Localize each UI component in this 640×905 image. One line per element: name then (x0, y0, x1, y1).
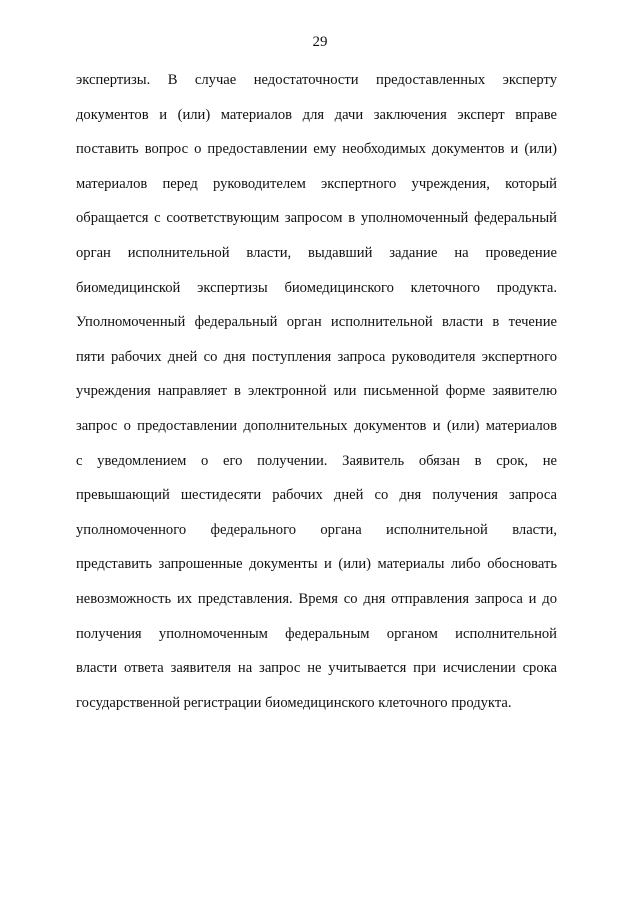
text-line: экспертизы. В случае недостаточности предоставленных эксперту (76, 72, 557, 88)
text-line: уполномоченного федерального органа исполнительной власти, (76, 521, 557, 538)
page-number: 29 (312, 34, 328, 50)
text-line: Уполномоченный федеральный орган исполнительной власти в течение (76, 314, 557, 331)
text-line: представить запрошенные документы и (или) материалы либо обосновать (76, 556, 557, 573)
text-line: орган исполнительной власти, выдавший задание на проведение (76, 244, 557, 261)
document-body (76, 63, 557, 720)
text-line: власти ответа заявителя на запрос не учитывается при исчислении срока (76, 660, 557, 677)
text-line: учреждения направляет в электронной или письменной форме заявителю (76, 383, 557, 400)
text-line: материалов перед руководителем экспертного учреждения, который (76, 175, 557, 192)
text-line: запрос о предоставлении дополнительных документов и (или) материалов (76, 417, 557, 434)
text-line: документов и (или) материалов для дачи заключения эксперт вправе (76, 106, 557, 123)
text-line: с уведомлением о его получении. Заявитель обязан в срок, не (76, 452, 557, 469)
text-line: превышающий шестидесяти рабочих дней со дня получения запроса (76, 487, 557, 504)
text-line: обращается с соответствующим запросом в уполномоченный федеральный (76, 210, 557, 227)
text-line: пяти рабочих дней со дня поступления запроса руководителя экспертного (76, 348, 557, 365)
text-line: биомедицинской экспертизы биомедицинского клеточного продукта. (76, 279, 557, 296)
text-line: невозможность их представления. Время со дня отправления запроса и до (76, 590, 557, 607)
text-line: государственной регистрации биомедицинского клеточного продукта. (76, 694, 512, 711)
text-line: получения уполномоченным федеральным органом исполнительной (76, 625, 557, 642)
text-line: поставить вопрос о предоставлении ему необходимых документов и (или) (76, 141, 557, 158)
